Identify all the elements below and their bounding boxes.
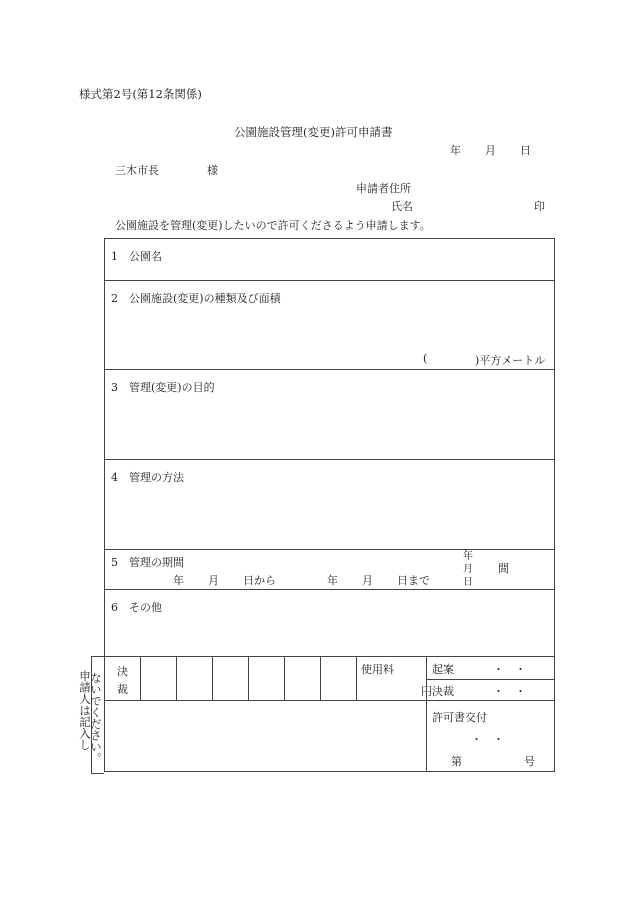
approval-divider bbox=[284, 657, 285, 701]
period-from-month: 月 bbox=[208, 574, 219, 587]
period-duration: 間 bbox=[498, 562, 509, 575]
period-to-month: 月 bbox=[362, 574, 373, 587]
addressee-honorific: 様 bbox=[207, 164, 218, 177]
section-facility-type-area bbox=[105, 281, 554, 370]
section-4-label: 4 管理の方法 bbox=[111, 471, 184, 484]
fee-label: 使用料 bbox=[361, 663, 394, 676]
approval-divider bbox=[176, 657, 177, 701]
form-id: 様式第2号(第12条関係) bbox=[79, 87, 202, 101]
permit-number-prefix: 第 bbox=[451, 755, 462, 768]
area-paren-open: ( bbox=[423, 352, 428, 365]
decision-label-1: 決 bbox=[117, 665, 128, 678]
period-unit-month: 月 bbox=[463, 564, 473, 575]
page-title: 公園施設管理(変更)許可申請書 bbox=[234, 125, 393, 139]
period-unit-day: 日 bbox=[463, 577, 473, 588]
applicant-seal: 印 bbox=[534, 200, 545, 213]
kian-dots: ・ ・ bbox=[493, 663, 526, 676]
section-2-label: 2 公園施設(変更)の種類及び面積 bbox=[111, 292, 281, 305]
side-note-line-2: ないでください。 bbox=[89, 672, 103, 764]
period-to-day: 日まで bbox=[397, 574, 430, 587]
date-month: 月 bbox=[485, 144, 496, 157]
section-purpose bbox=[105, 370, 554, 460]
section-other bbox=[105, 590, 554, 657]
permit-label: 許可書交付 bbox=[432, 711, 487, 724]
applicant-name-label: 氏名 bbox=[391, 200, 413, 213]
approval-divider bbox=[320, 657, 321, 701]
approval-divider bbox=[212, 657, 213, 701]
approval-inner-divider bbox=[426, 679, 555, 680]
decision-label-2: 裁 bbox=[117, 683, 128, 696]
kian-label: 起案 bbox=[432, 663, 454, 676]
application-form bbox=[104, 238, 555, 772]
side-note-line-1: 申請人は記入し bbox=[78, 670, 92, 751]
period-from-day: 日から bbox=[243, 574, 276, 587]
kessai-dots: ・ ・ bbox=[493, 685, 526, 698]
date-day: 日 bbox=[520, 144, 531, 157]
approval-divider bbox=[356, 657, 357, 701]
fee-yen: 円 bbox=[421, 685, 432, 698]
period-from-year: 年 bbox=[173, 574, 184, 587]
section-method bbox=[105, 460, 554, 550]
kessai-label: 決裁 bbox=[432, 685, 454, 698]
period-to-year: 年 bbox=[327, 574, 338, 587]
date-year: 年 bbox=[450, 144, 461, 157]
area-unit: )平方メートル bbox=[475, 354, 546, 367]
period-unit-year: 年 bbox=[463, 551, 473, 562]
permit-date-dots: ・ ・ bbox=[471, 733, 504, 746]
section-6-label: 6 その他 bbox=[111, 601, 162, 614]
permit-divider bbox=[426, 701, 427, 772]
approval-divider bbox=[248, 657, 249, 701]
section-3-label: 3 管理(変更)の目的 bbox=[111, 381, 215, 394]
section-5-label: 5 管理の期間 bbox=[111, 556, 184, 569]
permit-number-suffix: 号 bbox=[524, 755, 535, 768]
section-period bbox=[105, 550, 554, 590]
applicant-address-label: 申請者住所 bbox=[356, 182, 411, 195]
approval-divider bbox=[140, 657, 141, 701]
section-1-label: 1 公園名 bbox=[111, 250, 162, 263]
addressee-name: 三木市長 bbox=[115, 164, 159, 177]
section-park-name bbox=[105, 239, 554, 281]
intro-text: 公園施設を管理(変更)したいので許可くださるよう申請します。 bbox=[115, 219, 431, 232]
